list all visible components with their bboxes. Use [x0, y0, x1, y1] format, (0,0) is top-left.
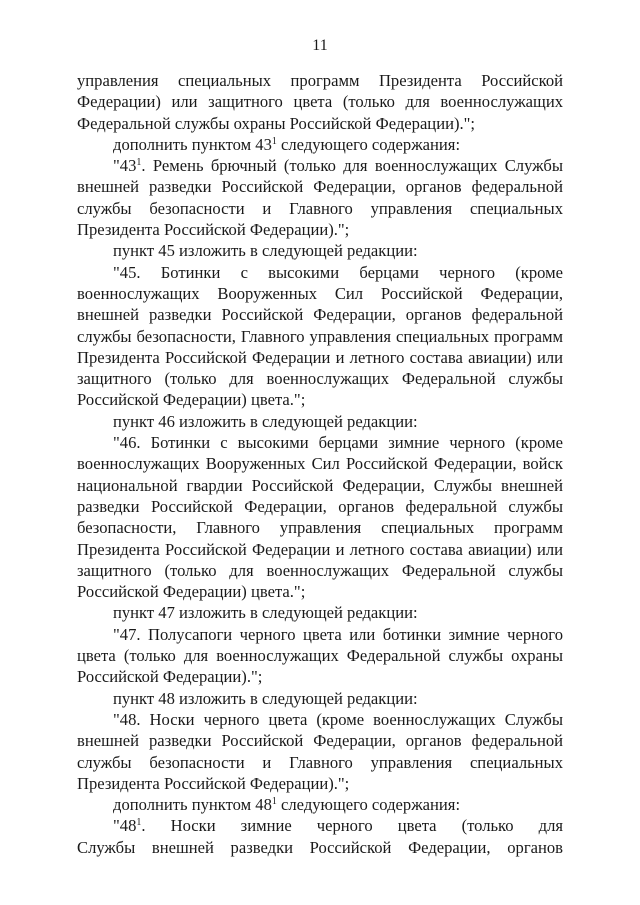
text-line-main: "48 [113, 816, 137, 836]
text-line-main: Российской Федерации) цвета."; [77, 582, 306, 602]
text-line-main: Федеральной службы охраны Российской Федерации)."; [77, 113, 476, 133]
text-line [77, 368, 563, 389]
text-line [77, 219, 563, 240]
text-line-main: службы безопасности, Главного управления специальных программ [77, 326, 563, 346]
text-line-main: внешней разведки Российской Федерации, органов федеральной [77, 305, 563, 325]
text-line [77, 432, 563, 453]
text-line [77, 134, 563, 155]
superscript: 1 [136, 157, 142, 169]
text-line [77, 70, 563, 91]
text-line [77, 581, 563, 602]
text-line-main: дополнить пунктом 43 [113, 134, 272, 154]
text-line [77, 837, 563, 858]
superscript: 1 [136, 817, 142, 829]
text-line-main: безопасности, Главного управления специальных программ [77, 518, 563, 538]
text-line [77, 496, 563, 517]
text-line-main: Российской Федерации)."; [77, 667, 263, 687]
text-line [77, 645, 563, 666]
text-line-main: Службы внешней разведки Российской Федерации, органов [77, 837, 563, 857]
text-line-continuation: следующего содержания: [276, 795, 461, 815]
text-line-main: национальной гвардии Российской Федерации, Службы внешней [77, 475, 563, 495]
text-line [77, 688, 563, 709]
text-line-main: защитного (только для военнослужащих Федеральной службы [77, 369, 563, 389]
page-number: 11 [312, 37, 328, 54]
text-line-main: Федерации) или защитного цвета (только для военнослужащих [77, 92, 563, 112]
text-line-main: службы безопасности и Главного управления специальных [77, 752, 563, 772]
text-line-main: военнослужащих Вооруженных Сил Российской Федерации, войск [77, 454, 563, 474]
text-line-main: дополнить пунктом 48 [113, 795, 272, 815]
text-line-main: "48. Носки черного цвета (кроме военнослужащих Службы [113, 709, 563, 729]
text-line-main: военнослужащих Вооруженных Сил Российской Федерации, [77, 283, 563, 303]
text-line [77, 560, 563, 581]
text-line [77, 283, 563, 304]
text-line-main: Президента Российской Федерации и летного состава авиации) или [77, 539, 563, 559]
text-line [77, 453, 563, 474]
text-line-main: цвета (только для военнослужащих Федеральной службы охраны [77, 646, 563, 666]
text-line-continuation: . Носки зимние черного цвета (только для [141, 816, 563, 836]
text-line [77, 666, 563, 687]
text-line [77, 240, 563, 261]
text-line [77, 326, 563, 347]
text-line-main: "46. Ботинки с высокими берцами зимние черного (кроме [113, 433, 563, 453]
text-line [77, 475, 563, 496]
text-line-main: пункт 45 изложить в следующей редакции: [113, 241, 418, 261]
text-line-main: пункт 47 изложить в следующей редакции: [113, 603, 418, 623]
text-line [77, 198, 563, 219]
text-line [77, 347, 563, 368]
text-line-main: "43 [113, 156, 137, 176]
text-line-main: пункт 46 изложить в следующей редакции: [113, 411, 418, 431]
superscript: 1 [271, 135, 277, 147]
text-line-main: службы безопасности и Главного управления специальных [77, 198, 563, 218]
text-line [77, 709, 563, 730]
text-line [77, 155, 563, 176]
text-line [77, 773, 563, 794]
text-line [77, 752, 563, 773]
text-line [77, 262, 563, 283]
superscript: 1 [271, 796, 277, 808]
text-line-continuation: следующего содержания: [276, 134, 461, 154]
text-line [77, 730, 563, 751]
text-line-main: защитного (только для военнослужащих Федеральной службы [77, 560, 563, 580]
text-line [77, 176, 563, 197]
text-line-main: внешней разведки Российской Федерации, органов федеральной [77, 731, 563, 751]
text-line-main: Российской Федерации) цвета."; [77, 390, 306, 410]
text-line-main: разведки Российской Федерации, органов федеральной службы [77, 496, 563, 516]
text-line-main: Президента Российской Федерации и летного состава авиации) или [77, 347, 563, 367]
text-line [77, 602, 563, 623]
text-line [77, 411, 563, 432]
text-line [77, 815, 563, 836]
text-line-continuation: . Ремень брючный (только для военнослужащих Службы [141, 156, 563, 176]
text-line [77, 113, 563, 134]
text-line [77, 794, 563, 815]
text-line [77, 624, 563, 645]
text-line [77, 91, 563, 112]
text-line [77, 389, 563, 410]
text-line-main: "45. Ботинки с высокими берцами черного (кроме [113, 262, 563, 282]
text-line-main: "47. Полусапоги черного цвета или ботинки зимние черного [113, 624, 563, 644]
body-text [77, 70, 563, 858]
text-line [77, 539, 563, 560]
text-line-main: Президента Российской Федерации)."; [77, 220, 350, 240]
text-line [77, 517, 563, 538]
text-line-main: управления специальных программ Президента Российской [77, 71, 563, 90]
text-line-main: пункт 48 изложить в следующей редакции: [113, 688, 418, 708]
text-line-main: Президента Российской Федерации)."; [77, 773, 350, 793]
text-line [77, 304, 563, 325]
text-line-main: внешней разведки Российской Федерации, органов федеральной [77, 177, 563, 197]
